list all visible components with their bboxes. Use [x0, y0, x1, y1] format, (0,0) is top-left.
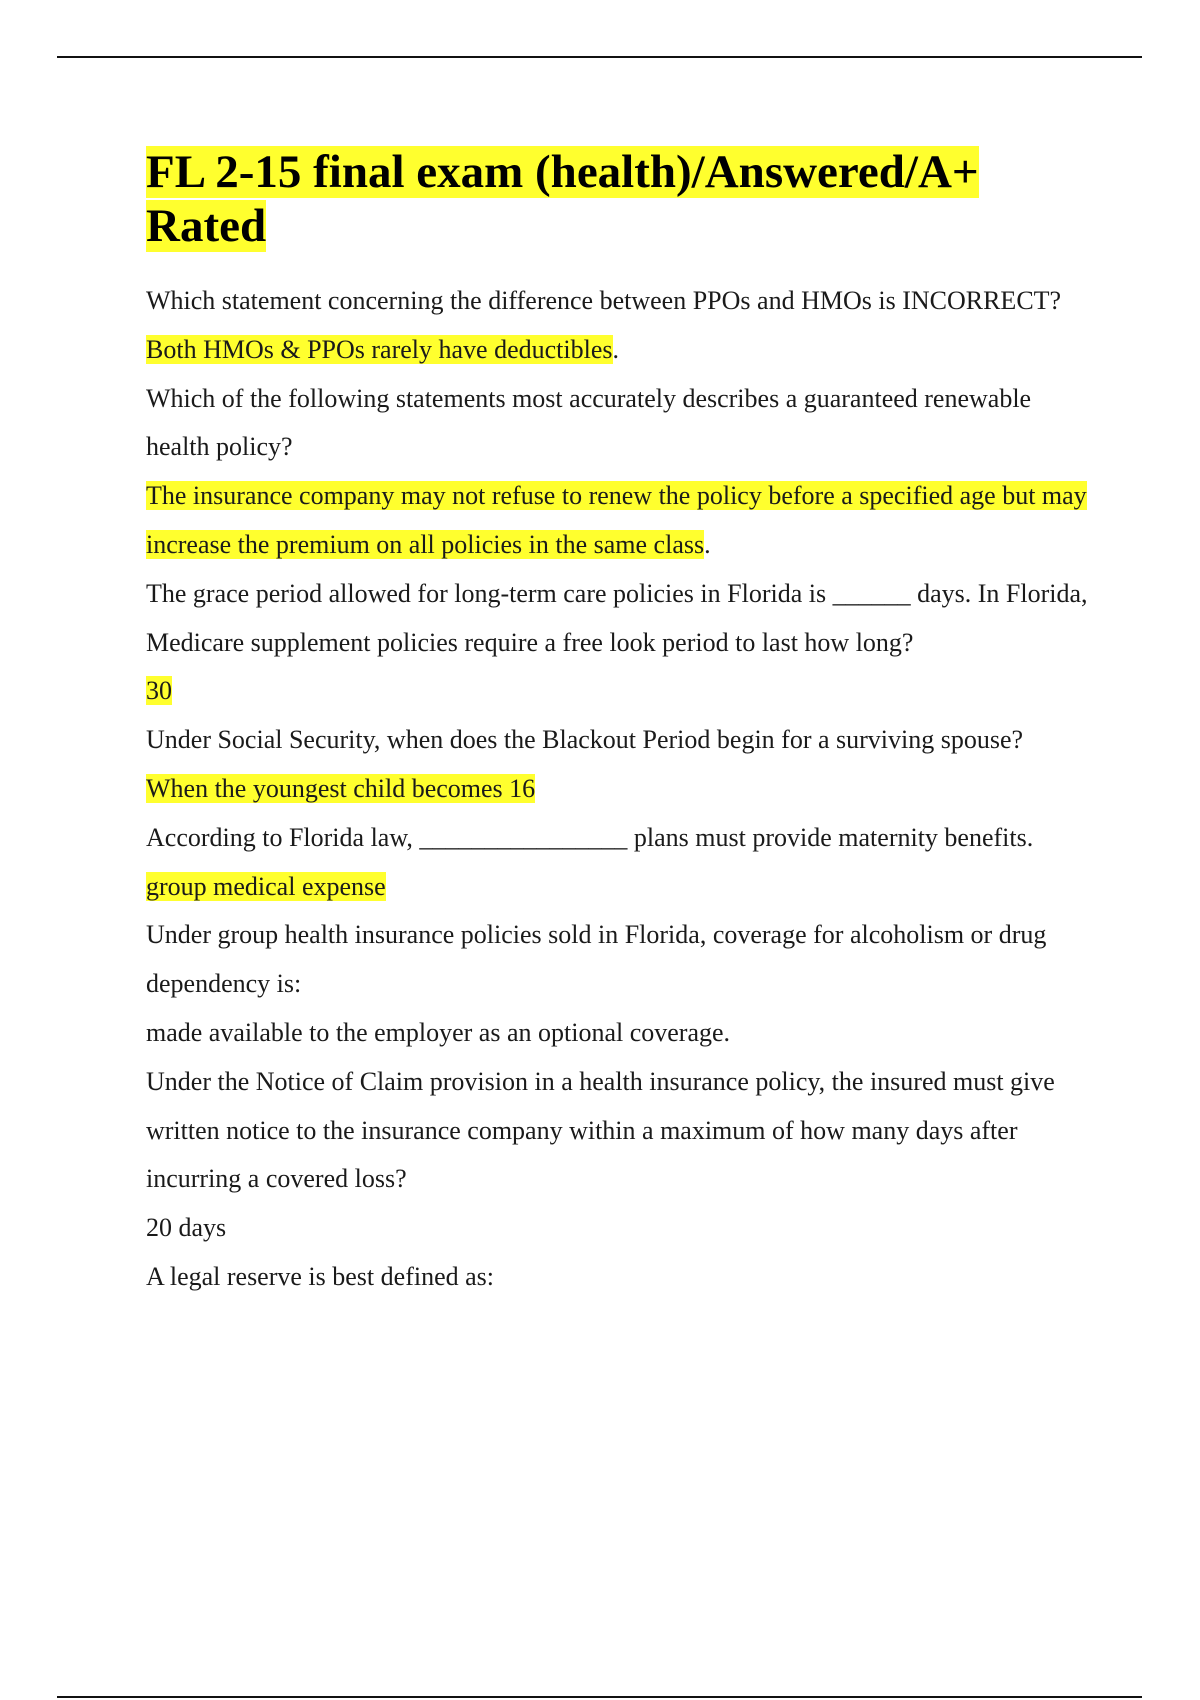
- answer-4-highlight: When the youngest child becomes 16: [146, 773, 536, 803]
- page-content: [146, 145, 1096, 1302]
- question-6: Under group health insurance policies sold in Florida, coverage for alcoholism or drug dependency is:: [146, 920, 1047, 999]
- question-8: A legal reserve is best defined as:: [146, 1261, 494, 1291]
- bottom-rule: [57, 1696, 1142, 1698]
- document-title: [146, 145, 1096, 253]
- answer-4: [146, 765, 1096, 814]
- answer-5: [146, 863, 1096, 912]
- document-title-text: FL 2-15 final exam (health)/Answered/A+ Rated: [146, 146, 979, 252]
- answer-1-suffix: .: [612, 334, 620, 364]
- question-3: The grace period allowed for long-term care policies in Florida is ______ days. In Florida, Medicare supplement policies require a free look period to last how long?: [146, 578, 1088, 657]
- top-rule: [57, 56, 1142, 58]
- question-4: Under Social Security, when does the Blackout Period begin for a surviving spouse?: [146, 725, 1024, 755]
- answer-7: 20 days: [146, 1213, 227, 1243]
- question-1: Which statement concerning the difference between PPOs and HMOs is INCORRECT?: [146, 286, 1062, 315]
- answer-5-highlight: group medical expense: [146, 871, 386, 901]
- answer-1-highlight: Both HMOs & PPOs rarely have deductibles: [146, 334, 613, 364]
- question-7: Under the Notice of Claim provision in a health insurance policy, the insured must give written notice to the insurance company within a maximum of how many days after incurring a covered loss?: [146, 1066, 1055, 1194]
- answer-3: [146, 667, 1096, 716]
- answer-6: made available to the employer as an optional coverage.: [146, 1017, 731, 1047]
- answer-2-highlight: The insurance company may not refuse to renew the policy before a specified age but may increase the premium on all policies in the same class: [146, 481, 1087, 559]
- answer-3-highlight: 30: [146, 676, 172, 706]
- question-2: Which of the following statements most accurately describes a guaranteed renewable health policy?: [146, 383, 1032, 462]
- answer-2-suffix: .: [704, 529, 711, 559]
- answer-1: [146, 326, 1096, 375]
- question-5: According to Florida law, ________________ plans must provide maternity benefits.: [146, 822, 1034, 852]
- answer-2: [146, 472, 1096, 570]
